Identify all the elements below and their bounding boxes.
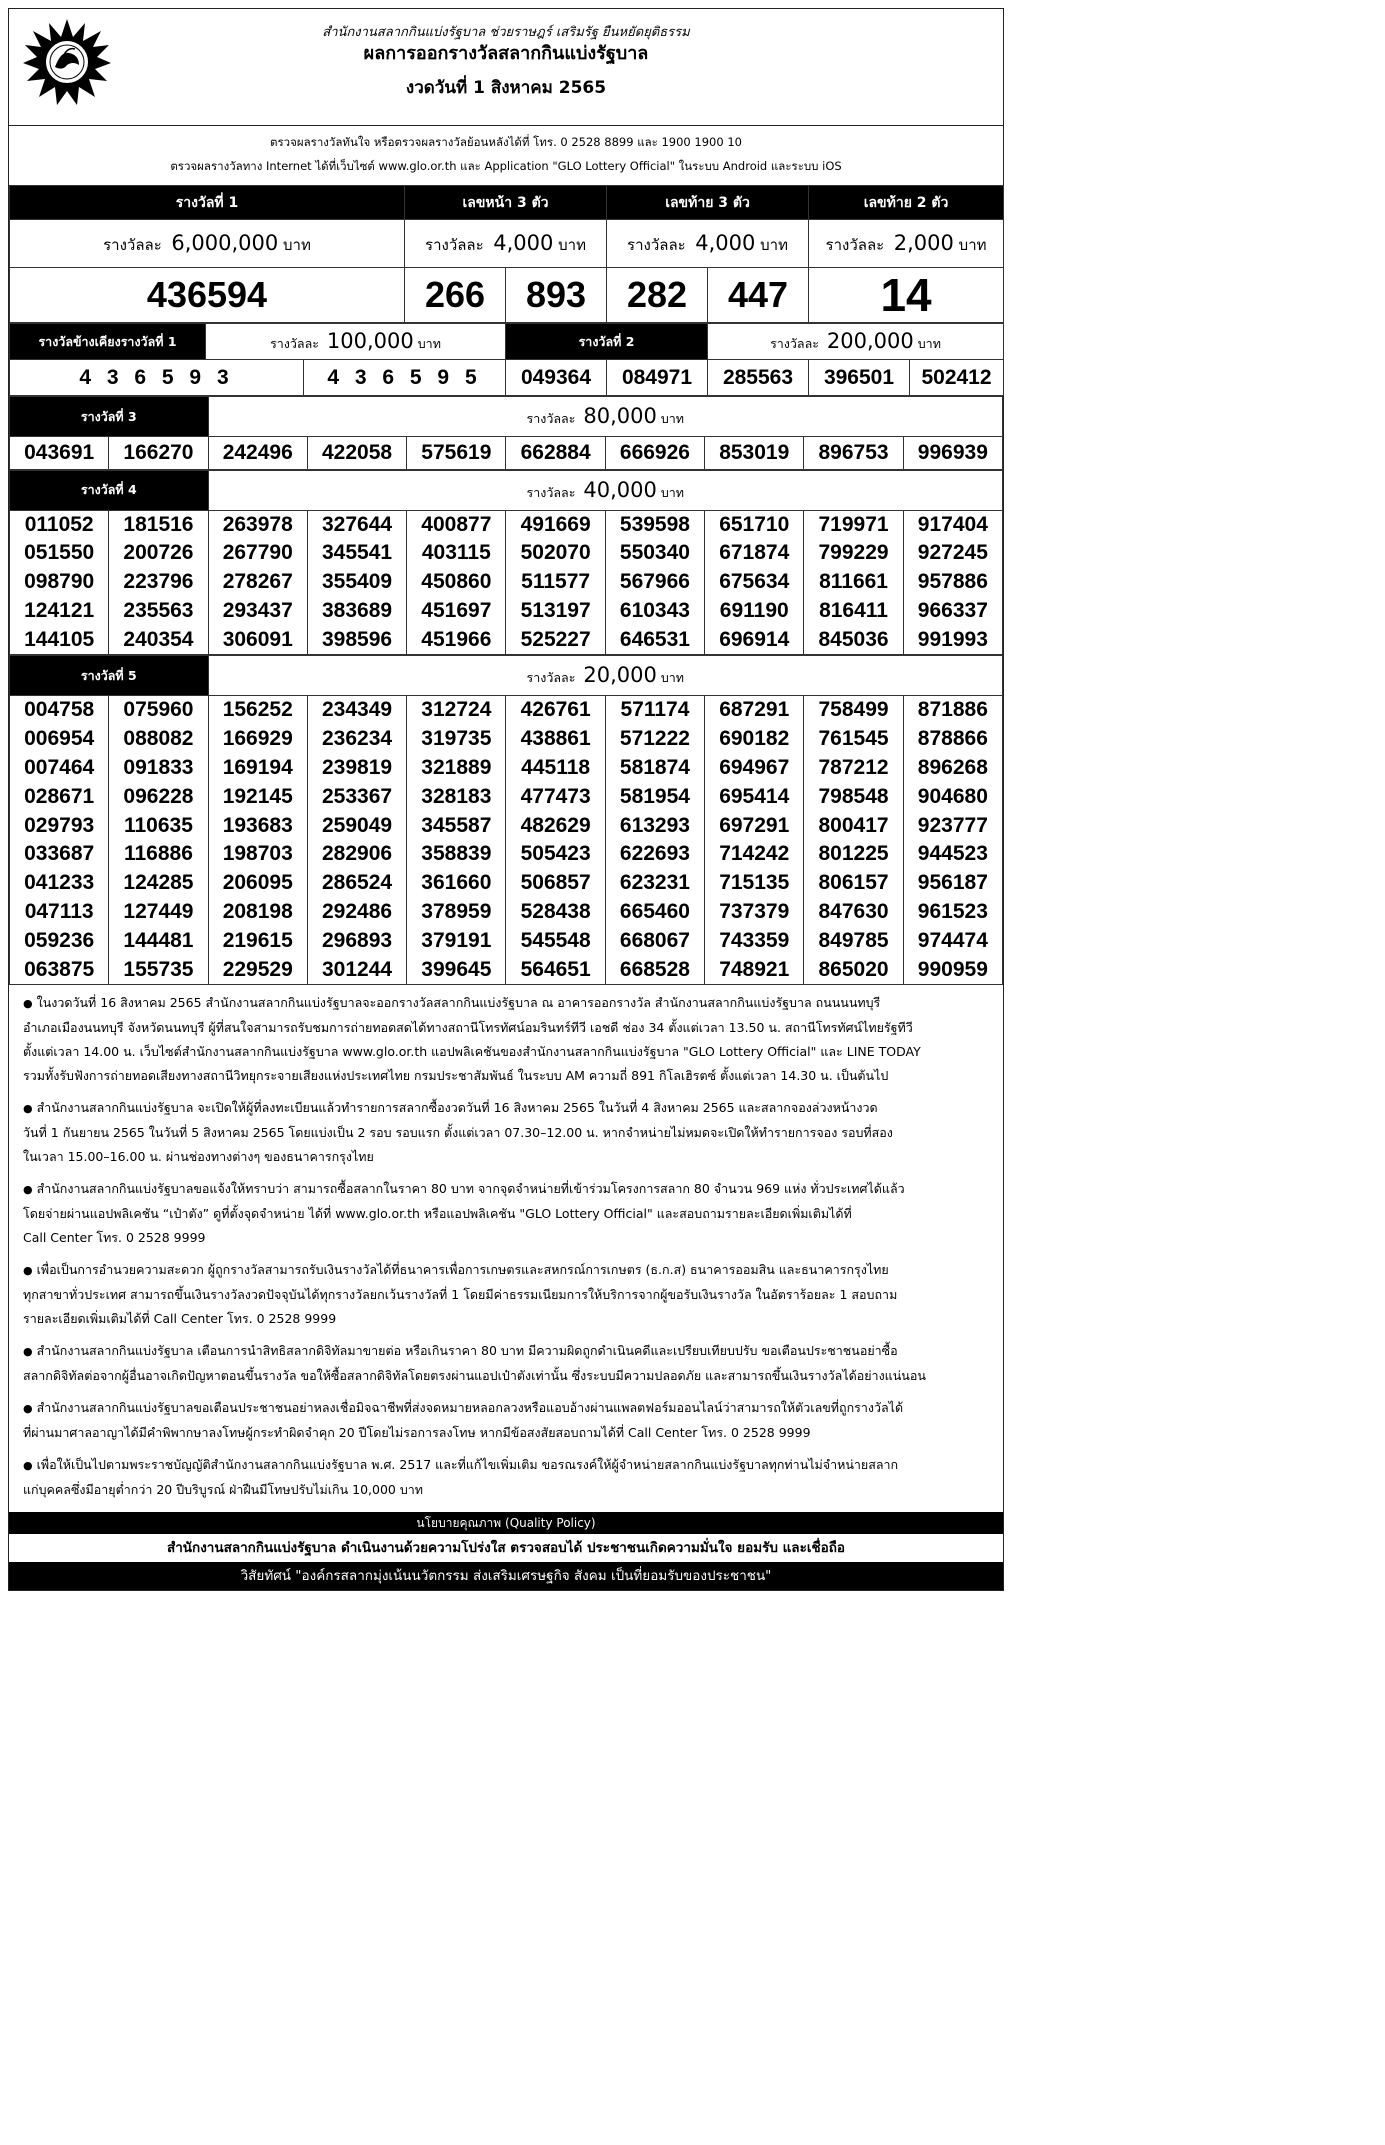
prize5-number: 904680 [917,784,988,808]
prize5-number: 192145 [222,784,293,808]
prize5-number: 878866 [917,727,988,751]
prize4-label: รางวัลที่ 4 [10,470,209,510]
prize5-number: 506857 [520,871,591,895]
prize5-number: 801225 [818,842,889,866]
prize5-column [605,696,704,984]
prize5-numbers [9,696,1003,985]
bullet-icon: ● [23,1183,33,1197]
prize5-number: 379191 [421,928,492,952]
prize4-number: 610343 [619,598,690,622]
prize5-header [9,655,1003,696]
prize4-number: 991993 [917,627,988,651]
prize4-number: 675634 [719,570,790,594]
prize5-number: 800417 [818,813,889,837]
prize3-numbers [9,437,1003,470]
note-line: ที่ผ่านมาศาลอาญาได้มีคำพิพากษาลงโทษผู้กระทำผิดจำคุก 20 ปีโดยไม่รอการลงโทษ หากมีข้อสงสัยสอบถามได้ที่ Call Center โทร. 0 2528 9999 [23,1425,811,1441]
prize5-number: 445118 [521,756,591,780]
prize4-column [208,511,307,655]
note-item [23,1396,995,1445]
note-line: วันที่ 1 กันยายน 2565 ในวันที่ 5 สิงหาคม 2565 โดยแบ่งเป็น 2 รอบ รอบแรก ตั้งแต่เวลา 07.30–12.00 น. หากจำหน่ายไม่หมดจะเปิดให้ทำรายการจอง รอบที่สอง [23,1125,893,1141]
near-prize-amount: รางวัลละ 100,000 บาท [206,324,506,360]
prize5-number: 328183 [421,784,492,808]
prize4-number: 098790 [24,570,95,594]
prize5-number: 944523 [917,842,988,866]
prize5-number: 623231 [619,871,690,895]
prize5-number: 047113 [24,900,94,924]
prize4-number: 491669 [520,512,591,536]
prize4-number: 355409 [322,570,393,594]
prize4-number: 671874 [719,541,790,565]
prize5-number: 849785 [818,928,889,952]
prize5-number: 088082 [123,727,194,751]
prize5-number: 063875 [24,957,95,981]
prize4-number: 306091 [222,627,293,651]
prize5-number: 482629 [520,813,591,837]
note-line: สำนักงานสลากกินแบ่งรัฐบาล จะเปิดให้ผู้ที่ลงทะเบียนแล้วทำรายการสลากซื้องวดวันที่ 16 สิงหาคม 2565 ในวันที่ 4 สิงหาคม 2565 และสลากจองล่วงหน้างวด [36,1100,878,1116]
vision-statement: วิสัยทัศน์ "องค์กรสลากมุ่งเน้นนวัตกรรม ส่งเสริมเศรษฐกิจ สังคม เป็นที่ยอมรับของประชาชน" [9,1562,1003,1590]
prize4-number: 011052 [24,512,94,536]
prize4-number: 550340 [619,541,690,565]
prize5-number: 345587 [421,813,492,837]
prize5-number: 505423 [520,842,591,866]
prize4-number: 511577 [521,570,591,594]
note-line: สำนักงานสลากกินแบ่งรัฐบาลขอเตือนประชาชนอย่าหลงเชื่อมิจฉาชีพที่ส่งจดหมายหลอกลวงหรือแอบอ้างผ่านแพลตฟอร์มออนไลน์ว่าสามารถให้ตัวเลขที่ถูกรางวัลได้ [36,1400,904,1416]
note-item [23,1453,995,1502]
prize4-header [9,470,1003,511]
prize4-number: 403115 [421,541,491,565]
prize4-number: 181516 [123,512,194,536]
quality-policy-label: นโยบายคุณภาพ (Quality Policy) [9,1512,1003,1534]
prize5-number: 007464 [24,756,95,780]
note-line: เพื่อเป็นการอำนวยความสะดวก ผู้ถูกรางวัลสามารถรับเงินรางวัลได้ที่ธนาคารเพื่อการเกษตรและสหกรณ์การเกษตร (ธ.ก.ส) ธนาคารออมสิน และธนาคารกรุงไทย [36,1262,889,1278]
prize5-number: 156252 [222,698,293,722]
prize2-number: 049364 [506,360,607,396]
prize5-number: 091833 [123,756,194,780]
prize4-number: 539598 [619,512,690,536]
note-item [23,1096,995,1169]
prize5-column [506,696,605,984]
prize5-number: 622693 [619,842,690,866]
prize5-number: 110635 [123,813,193,837]
prize4-column [307,511,406,655]
note-line: ในเวลา 15.00–16.00 น. ผ่านช่องทางต่างๆ ของธนาคารกรุงไทย [23,1149,374,1165]
prize5-number: 292486 [322,900,393,924]
prize3-number: 662884 [506,437,605,469]
prize5-number: 208198 [222,900,293,924]
prize5-number: 296893 [322,928,393,952]
prize2-number: 084971 [607,360,708,396]
last2-number: 14 [809,268,1004,323]
prize4-column [506,511,605,655]
prize5-number: 144481 [123,928,194,952]
prize5-number: 028671 [24,784,95,808]
prize5-number: 690182 [719,727,790,751]
prize5-number: 059236 [24,928,95,952]
prize5-number: 695414 [719,784,790,808]
prize3-number: 666926 [605,437,704,469]
prize4-number: 816411 [819,598,888,622]
check-info [9,125,1003,185]
prize3-amount: รางวัลละ 80,000 บาท [208,397,1002,437]
prize5-number: 613293 [619,813,690,837]
note-line: Call Center โทร. 0 2528 9999 [23,1230,206,1246]
prize5-column [407,696,506,984]
prize4-number: 696914 [719,627,790,651]
prize2-label: รางวัลที่ 2 [506,324,708,360]
last3-amount: รางวัลละ 4,000 บาท [607,220,809,268]
prize5-number: 321889 [421,756,492,780]
prize5-number: 665460 [619,900,690,924]
prize5-column [705,696,804,984]
prize5-number: 668067 [619,928,690,952]
header-front-3-digits: เลขหน้า 3 ตัว [405,186,607,220]
prize5-number: 847630 [818,900,889,924]
prize4-number: 927245 [917,541,988,565]
notes-section [9,985,1003,1512]
prize5-number: 974474 [917,928,988,952]
prize4-number: 651710 [719,512,790,536]
prize5-number: 581954 [619,784,690,808]
prize3-number: 575619 [407,437,506,469]
prize3-number: 896753 [804,437,903,469]
check-phone-text: ตรวจผลรางวัลทันใจ หรือตรวจผลรางวัลย้อนหลังได้ที่ โทร. 0 2528 8899 และ 1900 1900 10 [270,135,742,149]
prize5-column [307,696,406,984]
prize5-number: 528438 [520,900,591,924]
prize4-column [903,511,1002,655]
quality-policy-text: สำนักงานสลากกินแบ่งรัฐบาล ดำเนินงานด้วยความโปร่งใส ตรวจสอบได้ ประชาชนเกิดความมั่นใจ ยอมรับ และเชื่อถือ [166,1540,846,1557]
prize3-label: รางวัลที่ 3 [10,397,209,437]
prize5-label: รางวัลที่ 5 [10,656,209,696]
note-line: สลากดิจิทัลต่อจากผู้อื่นอาจเกิดปัญหาตอนขึ้นรางวัล ขอให้ซื้อสลากดิจิทัลโดยตรงผ่านแอปเป๋าตังเท่านั้น ซึ่งระบบมีความปลอดภัย และสามารถขึ้นเงินรางวัลได้อย่างแน่นอน [23,1368,926,1384]
prize4-number: 263978 [222,512,293,536]
prize3-number: 853019 [705,437,804,469]
prize4-number: 502070 [520,541,591,565]
prize4-column [109,511,208,655]
prize5-number: 571174 [620,698,690,722]
prize5-number: 358839 [421,842,492,866]
page-title: ผลการออกรางวัลสลากกินแบ่งรัฐบาล [363,43,649,64]
prize5-number: 229529 [222,957,293,981]
prize5-number: 234349 [322,698,393,722]
prize5-number: 301244 [322,957,393,981]
prize4-number: 383689 [322,598,393,622]
prize5-number: 715135 [719,871,790,895]
prize5-amount: รางวัลละ 20,000 บาท [208,656,1002,696]
prize4-column [407,511,506,655]
header [9,9,1003,125]
prize4-number: 200726 [123,541,194,565]
prize5-number: 426761 [520,698,591,722]
last3-number-2: 447 [708,268,809,323]
note-line: โดยจ่ายผ่านแอปพลิเคชัน “เป๋าตัง” ดูที่ตั้งจุดจำหน่าย ได้ที่ www.glo.or.th หรือแอปพลิเคชัน "GLO Lottery Official" และสอบถามรายละเอียดเพิ่มเติมได้ที่ [23,1206,852,1222]
prize4-number: 451966 [421,627,492,651]
note-line: สำนักงานสลากกินแบ่งรัฐบาลขอแจ้งให้ทราบว่า สามารถซื้อสลากในราคา 80 บาท จากจุดจำหน่ายที่เข้าร่วมโครงการสลาก 80 จำนวน 969 แห่ง ทั่วประเทศได้แล้ว [36,1181,905,1197]
prize3-number: 242496 [208,437,307,469]
prize5-number: 282906 [322,842,393,866]
prize5-number: 116886 [123,842,193,866]
prize3-number: 043691 [10,437,109,469]
note-item [23,1177,995,1250]
bullet-icon: ● [23,1402,33,1416]
prize5-number: 871886 [917,698,988,722]
prize4-number: 235563 [123,598,194,622]
front3-amount: รางวัลละ 4,000 บาท [405,220,607,268]
prize2-number: 396501 [809,360,910,396]
prize3-number: 422058 [307,437,406,469]
prize5-number: 761545 [818,727,889,751]
header-last-2-digits: เลขท้าย 2 ตัว [809,186,1004,220]
prize4-number: 327644 [322,512,393,536]
prize5-number: 004758 [24,698,95,722]
prize4-number: 240354 [123,627,194,651]
prize2-amount: รางวัลละ 200,000 บาท [708,324,1004,360]
prize5-number: 399645 [421,957,492,981]
prize4-number: 719971 [818,512,889,536]
prize4-column [10,511,109,655]
prize5-number: 127449 [123,900,194,924]
prize5-number: 687291 [719,698,790,722]
prize4-number: 223796 [123,570,194,594]
draw-date: งวดวันที่ 1 สิงหาคม 2565 [405,78,607,98]
prize4-number: 845036 [818,627,889,651]
prize5-number: 694967 [719,756,790,780]
note-line: รายละเอียดเพิ่มเติมได้ที่ Call Center โทร. 0 2528 9999 [23,1311,337,1327]
header-last-3-digits: เลขท้าย 3 ตัว [607,186,809,220]
note-item [23,1339,995,1388]
prize4-number: 278267 [222,570,293,594]
note-item [23,991,995,1088]
prize4-number: 293437 [222,598,293,622]
prize5-number: 477473 [520,784,591,808]
prize5-column [903,696,1002,984]
note-line: แก่บุคคลซึ่งมีอายุต่ำกว่า 20 ปีบริบูรณ์ ฝ่าฝืนมีโทษปรับไม่เกิน 10,000 บาท [23,1482,424,1498]
prize3-number: 996939 [903,437,1002,469]
prize5-number: 737379 [719,900,790,924]
prize5-number: 956187 [917,871,988,895]
prize4-number: 398596 [322,627,393,651]
prize5-number: 748921 [719,957,790,981]
prize4-number: 450860 [421,570,492,594]
prize5-number: 155735 [123,957,194,981]
prize5-number: 668528 [619,957,690,981]
prize5-column [10,696,109,984]
prize5-number: 219615 [222,928,293,952]
prize4-column [804,511,903,655]
prize4-number: 051550 [24,541,95,565]
prize2-number: 502412 [910,360,1004,396]
prize5-number: 198703 [222,842,293,866]
prize4-number: 513197 [520,598,591,622]
note-line: ในงวดวันที่ 16 สิงหาคม 2565 สำนักงานสลากกินแบ่งรัฐบาลจะออกรางวัลสลากกินแบ่งรัฐบาล ณ อาคารออกรางวัล สำนักงานสลากกินแบ่งรัฐบาล ถนนนนทบุรี [36,995,881,1011]
prize5-number: 166929 [222,727,293,751]
near-and-second-prize-table [9,323,1004,396]
note-line: รวมทั้งรับฟังการถ่ายทอดเสียงทางสถานีวิทยุกระจายเสียงแห่งประเทศไทย กรมประชาสัมพันธ์ ในระบบ AM ความถี่ 891 กิโลเฮิรตซ์ ตั้งแต่เวลา 14.30 น. เป็นต้นไป [23,1068,889,1084]
first-prize-number: 436594 [10,268,405,323]
prize5-number: 787212 [818,756,889,780]
note-line: อำเภอเมืองนนทบุรี จังหวัดนนทบุรี ผู้ที่สนใจสามารถรับชมการถ่ายทอดสดได้ทางสถานีโทรทัศน์อมรินทร์ทีวี เอชดี ช่อง 34 ตั้งแต่เวลา 13.50 น. สถานีโทรทัศน์ไทยรัฐทีวี [23,1020,913,1036]
last3-number-1: 282 [607,268,708,323]
prize4-number: 267790 [222,541,293,565]
prize3-number: 166270 [109,437,208,469]
near-prize-label: รางวัลข้างเคียงรางวัลที่ 1 [10,324,206,360]
prize5-number: 253367 [322,784,393,808]
front3-number-2: 893 [506,268,607,323]
prize5-number: 758499 [818,698,889,722]
prize5-number: 206095 [222,871,293,895]
bullet-icon: ● [23,1264,33,1278]
note-line: ตั้งแต่เวลา 14.00 น. เว็บไซต์สำนักงานสลากกินแบ่งรัฐบาล www.glo.or.th แอปพลิเคชันของสำนักงานสลากกินแบ่งรัฐบาล "GLO Lottery Official" และ LINE TODAY [23,1044,921,1060]
prize4-column [605,511,704,655]
prize4-number: 811661 [819,570,888,594]
prize4-amount: รางวัลละ 40,000 บาท [208,470,1002,510]
prize5-number: 033687 [24,842,95,866]
prize5-number: 259049 [322,813,393,837]
check-internet-text: ตรวจผลรางวัลทาง Internet ได้ที่เว็บไซต์ www.glo.or.th และ Application "GLO Lottery Official" ในระบบ Android และระบบ iOS [170,159,842,173]
prize5-number: 545548 [520,928,591,952]
prize3-table [9,396,1003,437]
prize4-number: 124121 [24,598,95,622]
prize5-number: 041233 [24,871,95,895]
prize4-number: 567966 [619,570,690,594]
prize5-number: 896268 [917,756,988,780]
note-item [23,1258,995,1331]
prize5-number: 239819 [322,756,393,780]
prize5-number: 438861 [520,727,591,751]
note-line: เพื่อให้เป็นไปตามพระราชบัญญัติสำนักงานสลากกินแบ่งรัฐบาล พ.ศ. 2517 และที่แก้ไขเพิ่มเติม ขอรณรงค์ให้ผู้จำหน่ายสลากกินแบ่งรัฐบาลทุกท่านไม่จำหน่ายสลาก [36,1457,899,1473]
prize5-number: 564651 [520,957,591,981]
first-prize-amount: รางวัลละ 6,000,000 บาท [10,220,405,268]
bullet-icon: ● [23,1102,33,1116]
prize4-number: 799229 [818,541,889,565]
prize5-number: 571222 [619,727,690,751]
prize5-number: 378959 [421,900,492,924]
prize5-number: 361660 [421,871,492,895]
prize4-number: 691190 [719,598,789,622]
note-line: ทุกสาขาทั่วประเทศ สามารถขึ้นเงินรางวัลงวดปัจจุบันได้ทุกรางวัลยกเว้นรางวัลที่ 1 โดยมีค่าธรรมเนียมการให้บริการจากผู้ขอรับเงินรางวัล ในอัตราร้อยละ 1 สอบถาม [23,1287,898,1303]
organization-motto: สำนักงานสลากกินแบ่งรัฐบาล ช่วยราษฎร์ เสริมรัฐ ยืนหยัดยุติธรรม [322,25,690,40]
prize5-number: 236234 [322,727,393,751]
prize5-number: 714242 [719,842,790,866]
prize5-number: 193683 [222,813,293,837]
prize5-number: 029793 [24,813,95,837]
bullet-icon: ● [23,1345,33,1359]
prize4-number: 525227 [520,627,591,651]
prize5-number: 286524 [322,871,393,895]
near-prize-number-1: 4 3 6 5 9 3 [10,360,304,396]
near-prize-number-2: 4 3 6 5 9 5 [304,360,506,396]
main-prizes-table [9,185,1004,323]
front3-number-1: 266 [405,268,506,323]
prize5-number: 743359 [719,928,790,952]
prize5-column [208,696,307,984]
prize5-number: 006954 [24,727,95,751]
note-line: สำนักงานสลากกินแบ่งรัฐบาล เตือนการนำสิทธิสลากดิจิทัลมาขายต่อ หรือเกินราคา 80 บาท มีความผิดถูกดำเนินคดีและเปรียบเทียบปรับ ขอเตือนประชาชนอย่าซื้อ [36,1343,898,1359]
prize5-number: 697291 [719,813,790,837]
prize4-number: 144105 [24,627,95,651]
prize5-number: 075960 [123,698,194,722]
prize5-number: 319735 [421,727,492,751]
prize4-number: 917404 [917,512,988,536]
prize5-column [109,696,208,984]
prize5-number: 312724 [421,698,492,722]
prize4-number: 966337 [917,598,988,622]
prize4-column [705,511,804,655]
prize5-number: 990959 [917,957,988,981]
prize5-number: 798548 [818,784,889,808]
prize5-number: 169194 [222,756,293,780]
prize5-number: 865020 [818,957,889,981]
bullet-icon: ● [23,1459,33,1473]
prize5-number: 806157 [818,871,889,895]
bullet-icon: ● [23,997,33,1011]
prize5-number: 581874 [619,756,690,780]
prize5-number: 124285 [123,871,194,895]
header-first-prize: รางวัลที่ 1 [10,186,405,220]
prize4-number: 345541 [322,541,393,565]
prize5-number: 096228 [123,784,194,808]
prize2-number: 285563 [708,360,809,396]
prize4-number: 400877 [421,512,492,536]
prize5-column [804,696,903,984]
last2-amount: รางวัลละ 2,000 บาท [809,220,1004,268]
prize4-numbers [9,511,1003,656]
prize5-number: 923777 [917,813,988,837]
prize4-number: 646531 [619,627,690,651]
prize5-number: 961523 [917,900,988,924]
glo-emblem-logo [23,17,111,105]
prize4-number: 451697 [421,598,492,622]
prize4-number: 957886 [917,570,988,594]
